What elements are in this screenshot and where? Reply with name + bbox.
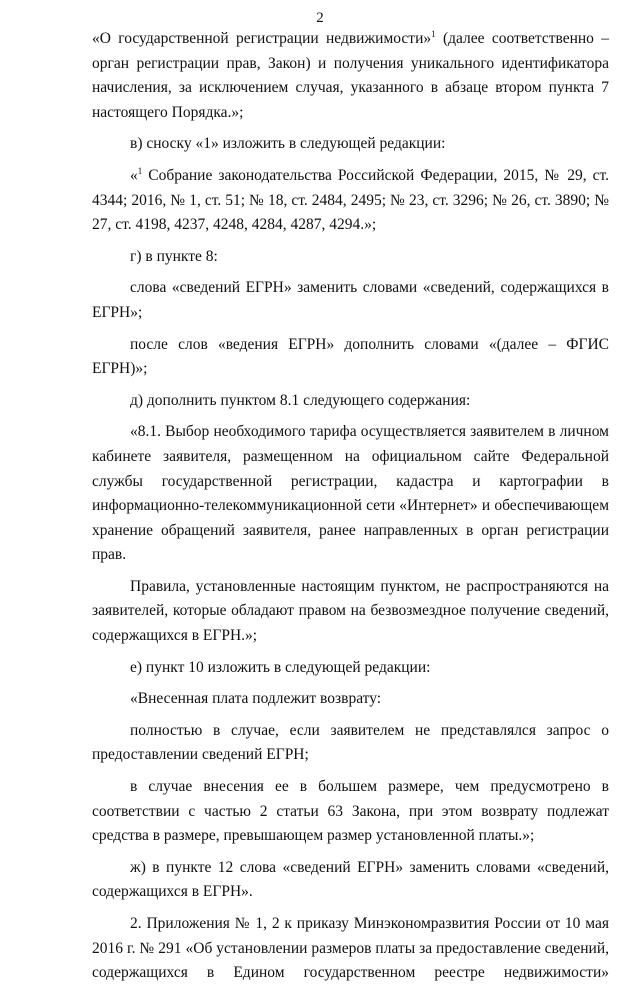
paragraph-1-rest: (далее соответственно – орган регистрации прав, Закон) и получения уникального идентификатора начисления, за исключением случая, указанного в абзаце втором пункта 7 настоящего Порядка.»;	[92, 30, 609, 121]
page-number: 2	[316, 10, 324, 26]
paragraph-5: слова «сведений ЕГРН» заменить словами «сведений, содержащихся в ЕГРН»;	[92, 279, 609, 321]
paragraph-1	[92, 27, 609, 125]
document-body	[92, 27, 609, 986]
paragraph-11: «Внесенная плата подлежит возврату:	[130, 690, 382, 708]
footnote-open-quote: «	[130, 166, 138, 184]
paragraph-2: в) сноску «1» изложить в следующей редакции:	[130, 135, 446, 153]
paragraph-9: Правила, установленные настоящим пунктом, не распространяются на заявителей, которые обладают правом на безвозмездное получение сведений, содержащихся в ЕГРН.»;	[92, 577, 609, 645]
paragraph-6: после слов «ведения ЕГРН» дополнить словами «(далее – ФГИС ЕГРН)»;	[92, 335, 609, 378]
footnote-text	[92, 164, 609, 238]
paragraph-7: д) дополнить пунктом 8.1 следующего содержания:	[130, 391, 471, 409]
paragraph-14: ж) в пункте 12 слова «сведений ЕГРН» заменить словами «сведений, содержащихся в ЕГРН».	[92, 858, 609, 901]
paragraph-13: в случае внесения ее в большем размере, чем предусмотрено в соответствии с частью 2 статьи 63 Закона, при этом возврату подлежат средства в размере, превышающем размер установленной платы.»;	[92, 778, 609, 845]
paragraph-12: полностью в случае, если заявителем не представлялся запрос о предоставлении сведений ЕГРН;	[92, 721, 609, 764]
footnote-ref-1: 1	[431, 28, 436, 39]
paragraph-8: «8.1. Выбор необходимого тарифа осуществляется заявителем в личном кабинете заявителя, размещенном на официальном сайте Федеральной службы государственной регистрации, кадастра и картографии в информационно-телекоммуникационной сети «Интернет» и обеспечивающем хранение обращений заявителя, ранее направленных в орган регистрации прав.	[92, 423, 609, 564]
footnote-body: Собрание законодательства Российской Федерации, 2015, № 29, ст. 4344; 2016, № 1, ст. 51; № 18, ст. 2484, 2495; № 23, ст. 3296; № 26, ст. 3890; № 27, ст. 4198, 4237, 4248, 4284, 4287, 4294.»;	[92, 166, 609, 234]
paragraph-4: г) в пункте 8:	[130, 247, 218, 265]
paragraph-1-text: «О государственной регистрации недвижимости»	[92, 30, 432, 47]
paragraph-10: е) пункт 10 изложить в следующей редакции:	[130, 658, 431, 676]
footnote-mark: 1	[137, 165, 143, 176]
paragraph-15: 2. Приложения № 1, 2 к приказу Минэкономразвития России от 10 мая 2016 г. № 291 «Об установлении размеров платы за предоставление сведений, содержащихся в Едином государственном реестре недвижимости»	[92, 915, 609, 982]
